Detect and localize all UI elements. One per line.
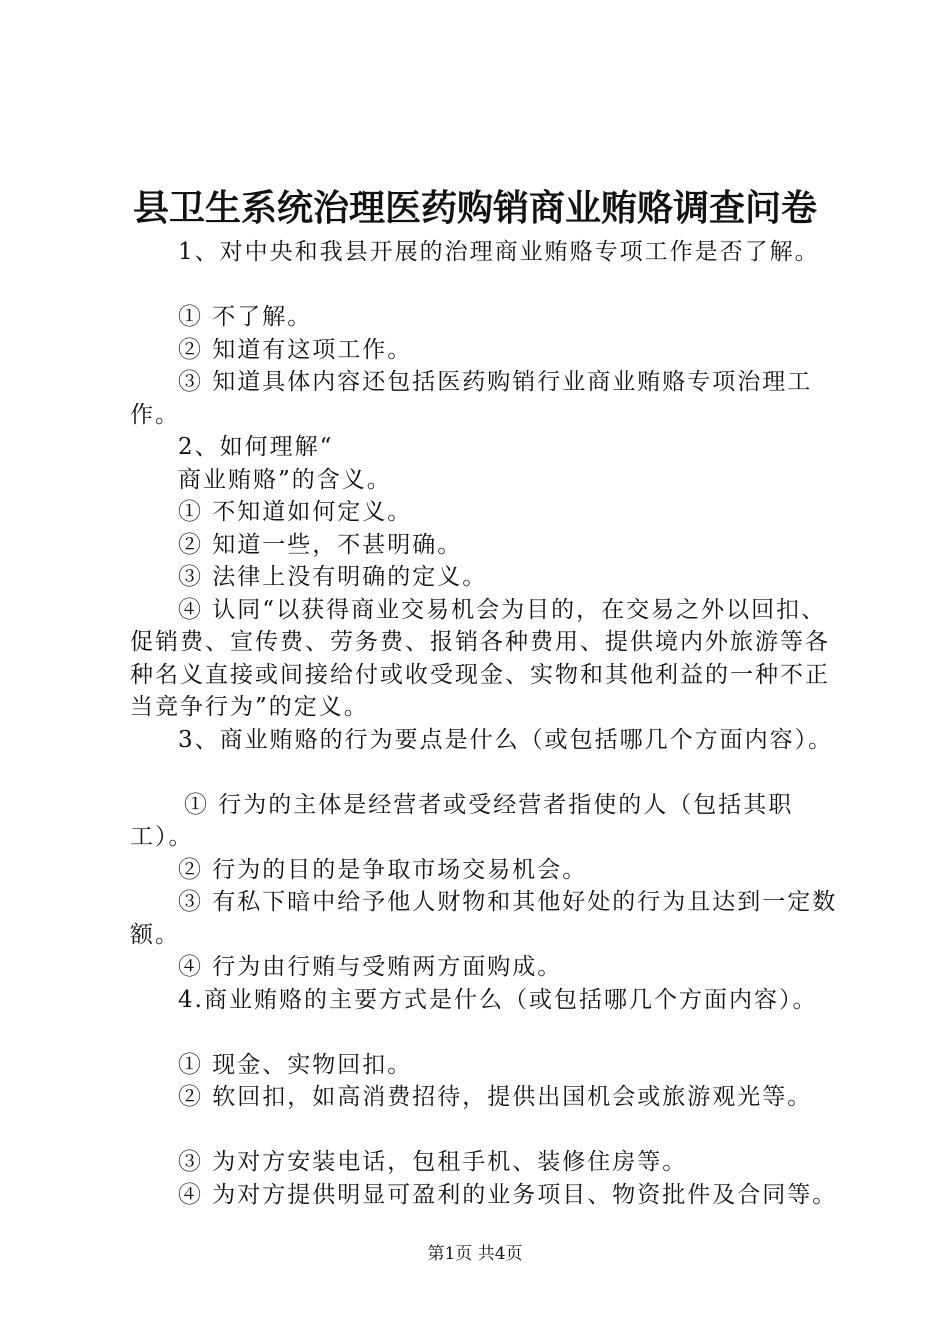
option-q1-3: ③ 知道具体内容还包括医药购销行业商业贿赂专项治理工作。 bbox=[130, 369, 813, 428]
option-q2-3: ③ 法律上没有明确的定义。 bbox=[178, 564, 488, 590]
blank-line bbox=[130, 269, 840, 302]
question-1: 1、对中央和我县开展的治理商业贿赂专项工作是否了解。 bbox=[178, 239, 820, 265]
option-q4-2: ② 软回扣，如高消费招待，提供出国机会或旅游观光等。 bbox=[178, 1084, 813, 1110]
blank-line bbox=[130, 1016, 840, 1049]
question-2-part-b: 商业贿赂”的含义。 bbox=[178, 466, 392, 493]
question-4: 4.商业贿赂的主要方式是什么（或包括哪几个方面内容）。 bbox=[178, 986, 818, 1013]
blank-line bbox=[130, 1114, 840, 1147]
option-q4-3: ③ 为对方安装电话，包租手机、装修住房等。 bbox=[178, 1149, 688, 1175]
question-3: 3、商业贿赂的行为要点是什么（或包括哪几个方面内容）。 bbox=[178, 726, 834, 753]
option-q2-4: ④ 认同“以获得商业交易机会为目的，在交易之外以回扣、促销费、宣传费、劳务费、报销各种费用、提供境内外旅游等各种名义直接或间接给付或收受现金、实物和其他利益的一种不正当竞争行为”的定义。 bbox=[130, 596, 830, 720]
option-q3-4: ④ 行为由行贿与受贿两方面购成。 bbox=[178, 954, 563, 980]
option-q3-3: ③ 有私下暗中给予他人财物和其他好处的行为且达到一定数额。 bbox=[130, 889, 838, 948]
blank-line bbox=[130, 756, 840, 789]
document-title: 县卫生系统治理医药购销商业贿赂调查问卷 bbox=[132, 187, 817, 229]
option-q4-1: ① 现金、实物回扣。 bbox=[178, 1051, 413, 1078]
option-q3-1: ① 行为的主体是经营者或受经营者指使的人（包括其职工）。 bbox=[130, 791, 794, 850]
option-q2-2: ② 知道一些，不甚明确。 bbox=[178, 531, 463, 558]
option-q3-2: ② 行为的目的是争取市场交易机会。 bbox=[178, 856, 588, 883]
option-q2-1: ① 不知道如何定义。 bbox=[178, 499, 413, 525]
page-number-footer: 第1页 共4页 bbox=[427, 1244, 523, 1264]
question-2-part-a: 2、如何理解“ bbox=[178, 434, 334, 460]
option-q4-4: ④ 为对方提供明显可盈利的业务项目、物资批件及合同等。 bbox=[178, 1181, 838, 1208]
option-q1-1: ① 不了解。 bbox=[178, 304, 313, 330]
document-body bbox=[130, 236, 840, 1211]
option-q1-2: ② 知道有这项工作。 bbox=[178, 336, 413, 363]
